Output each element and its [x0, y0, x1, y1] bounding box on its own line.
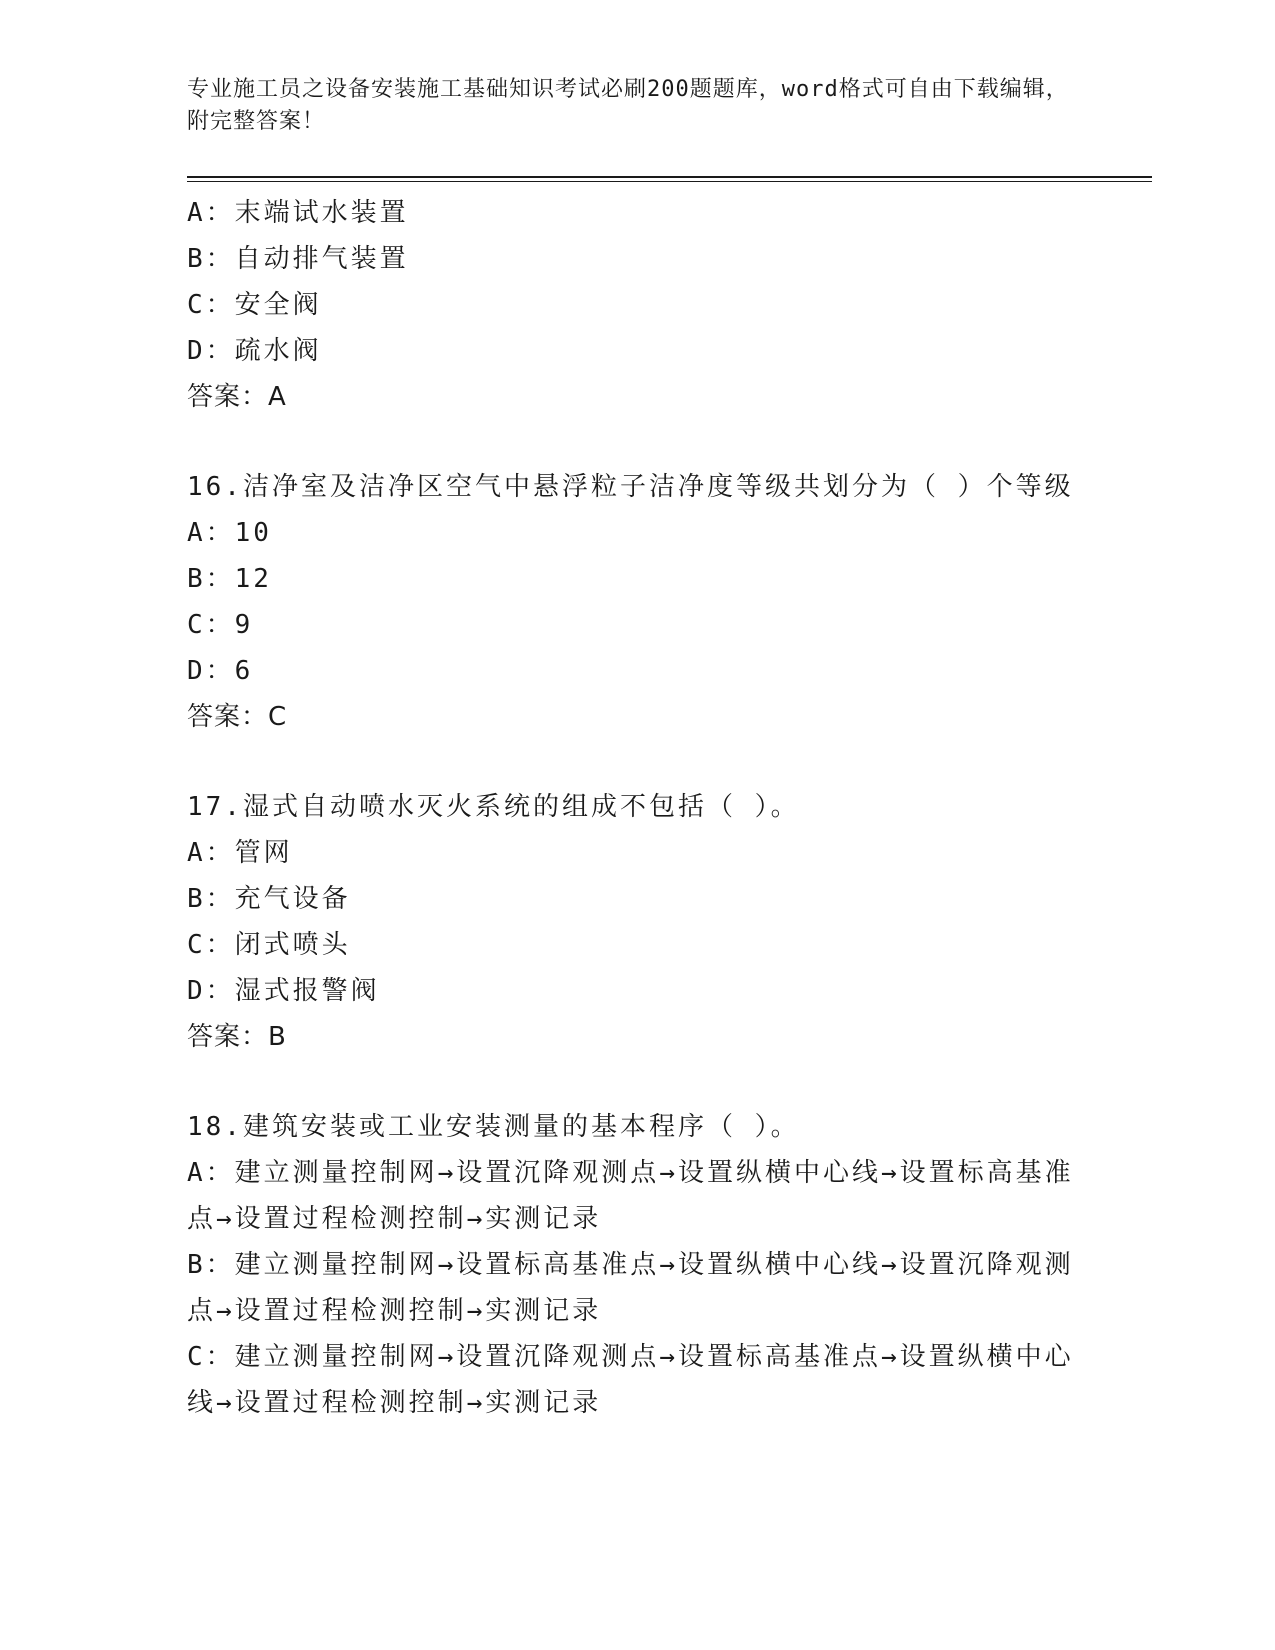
- q16-option-c: C：9: [187, 610, 254, 640]
- q17-answer: 答案：B: [187, 1022, 287, 1052]
- q16-option-b: B：12: [187, 564, 272, 594]
- question-16-block: [187, 464, 1087, 740]
- question-18-block: [187, 1104, 1087, 1426]
- question-15-block: [187, 190, 1087, 420]
- q17-option-b: B：充气设备: [187, 884, 351, 914]
- q16-answer: 答案：C: [187, 702, 288, 732]
- spacer: [187, 420, 1087, 464]
- question-17-block: [187, 784, 1087, 1060]
- document-body: [187, 190, 1087, 1426]
- document-header: 专业施工员之设备安装施工基础知识考试必刷200题题库，word格式可自由下载编辑，附完整答案！: [187, 77, 1069, 134]
- q15-option-a: A：末端试水装置: [187, 198, 409, 228]
- header-divider-thick: [187, 176, 1152, 178]
- q18-option-b: B：建立测量控制网→设置标高基准点→设置纵横中心线→设置沉降观测点→设置过程检测控制→实测记录: [187, 1250, 1074, 1326]
- q15-answer: 答案：A: [187, 382, 287, 412]
- q17-question: 17.湿式自动喷水灭火系统的组成不包括（ ）。: [187, 792, 800, 822]
- q15-option-d: D：疏水阀: [187, 336, 322, 366]
- q16-question: 16.洁净室及洁净区空气中悬浮粒子洁净度等级共划分为（ ）个等级: [187, 472, 1074, 502]
- q18-option-c: C：建立测量控制网→设置沉降观测点→设置标高基准点→设置纵横中心线→设置过程检测控制→实测记录: [187, 1342, 1074, 1418]
- q18-question: 18.建筑安装或工业安装测量的基本程序（ ）。: [187, 1112, 800, 1142]
- q15-option-c: C：安全阀: [187, 290, 322, 320]
- q17-option-c: C：闭式喷头: [187, 930, 351, 960]
- header-divider-thin: [187, 181, 1152, 182]
- q16-option-a: A：10: [187, 518, 272, 548]
- q17-option-d: D：湿式报警阀: [187, 976, 380, 1006]
- q16-option-d: D：6: [187, 656, 254, 686]
- q17-option-a: A：管网: [187, 838, 293, 868]
- spacer: [187, 1060, 1087, 1104]
- spacer: [187, 740, 1087, 784]
- q18-option-a: A：建立测量控制网→设置沉降观测点→设置纵横中心线→设置标高基准点→设置过程检测控制→实测记录: [187, 1158, 1074, 1234]
- q15-option-b: B：自动排气装置: [187, 244, 409, 274]
